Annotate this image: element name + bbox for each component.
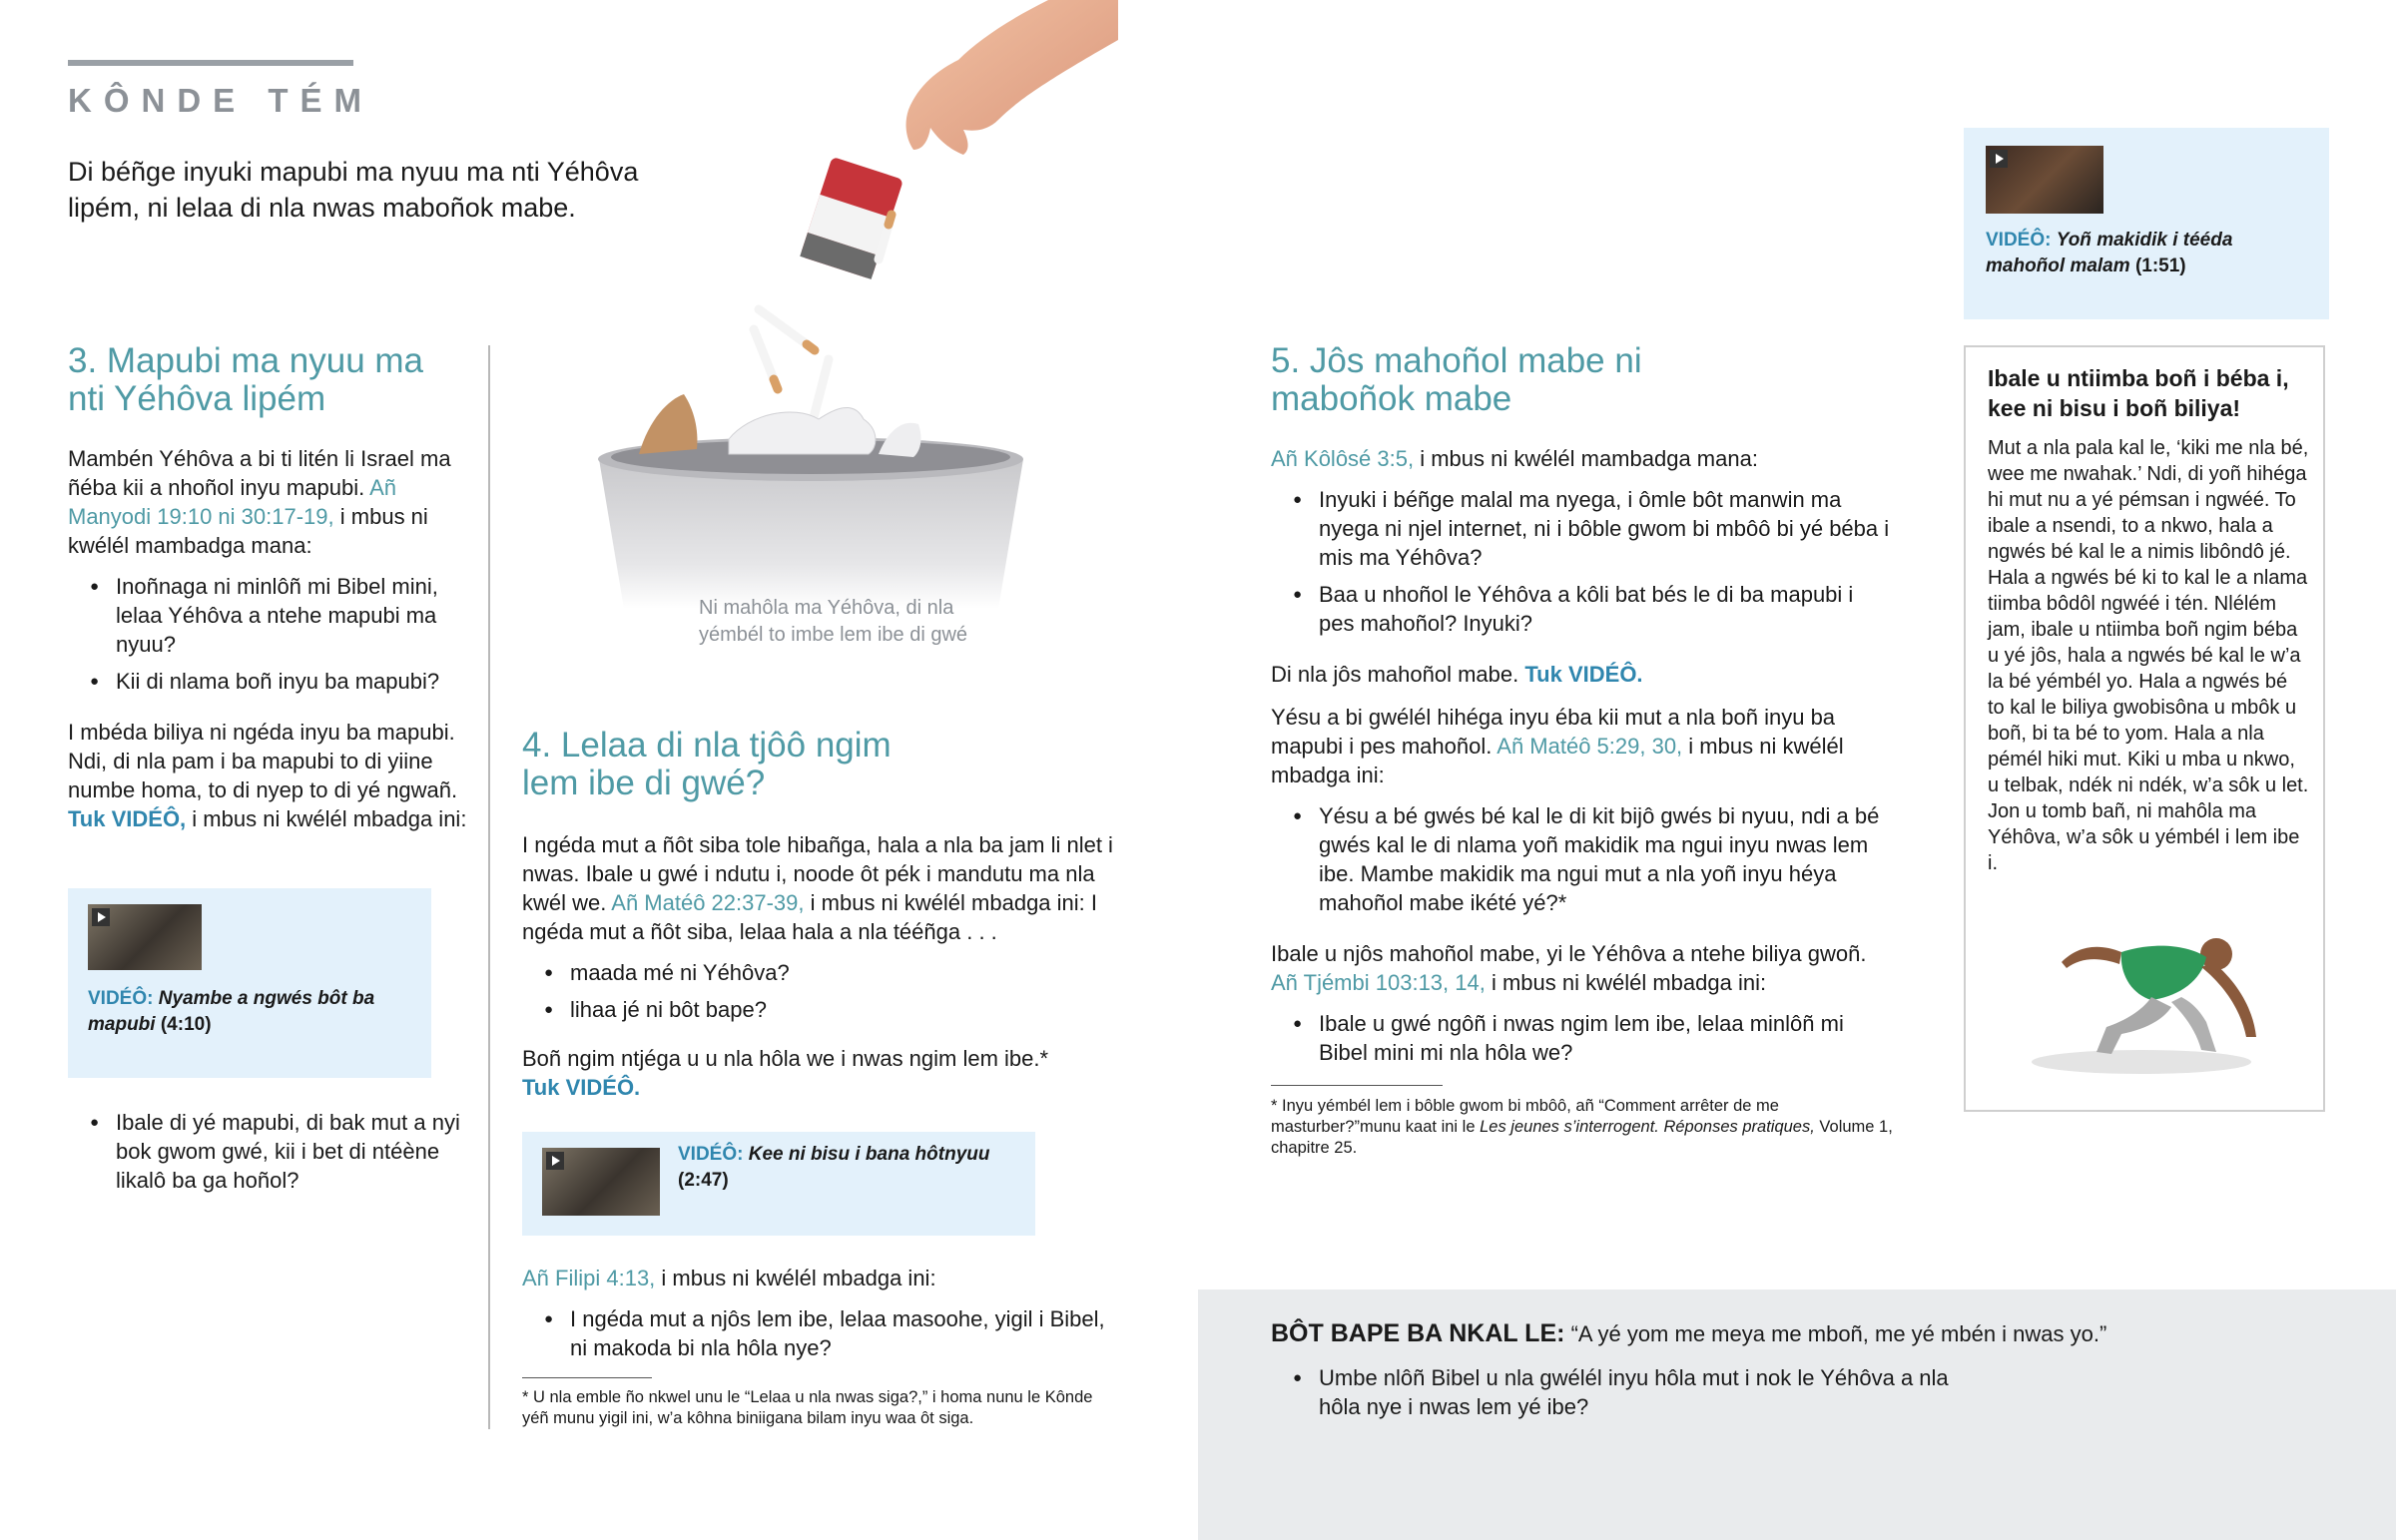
column-divider xyxy=(488,345,490,1429)
section-5-questions-2 xyxy=(1271,801,1890,917)
footnote-text: * Inyu yémbél lem i bôble gwom bi mbôô, añ “Comment arrêter de me masturber?”munu kaat ini le xyxy=(1271,1097,1779,1136)
video-title[interactable]: Kee ni bisu i bana hôtnyuu xyxy=(748,1144,990,1165)
others-say-label: BÔT BAPE BA NKAL LE: xyxy=(1271,1319,1565,1347)
para-text: I mbéda biliya ni ngéda inyu ba mapubi. Ndi, di nla pam i ba mapubi to di yiine numbe homa, to di nyep to di yé ngwañ. xyxy=(68,720,458,802)
section-4-para-2 xyxy=(522,1044,1121,1102)
section-5-para-1 xyxy=(1271,444,1890,473)
para-text: i mbus ni kwélél mbadga ini: xyxy=(1271,734,1844,787)
page-title: KÔNDE TÉM xyxy=(68,82,373,119)
section-3 xyxy=(68,342,467,833)
para-text: Di nla jôs mahoñol mabe. xyxy=(1271,662,1519,687)
list-item: ● Inyuki i béñge malal ma nyega, i ômle bôt manwin ma nyega ni njel internet, ni i bôble gwom bi mbôô bi yé béba i mis ma Yéhôva? xyxy=(1271,485,1890,572)
section-3-para-2 xyxy=(68,718,467,833)
watch-video-link[interactable]: Tuk VIDÉÔ. xyxy=(522,1075,641,1100)
section-4-para-1 xyxy=(522,830,1121,946)
video-thumbnail[interactable] xyxy=(542,1148,660,1216)
para-text: Yésu a bi gwélél hihéga inyu éba kii mut a nla boñ inyu ba mapubi i pes mahoñol. xyxy=(1271,705,1836,759)
section-4-questions-2 xyxy=(522,1304,1121,1362)
list-item: ● maada mé ni Yéhôva? xyxy=(522,958,1121,987)
watch-video-link[interactable]: Tuk VIDÉÔ, xyxy=(68,806,187,831)
section-5-footnote xyxy=(1271,1096,1910,1159)
para-text: I ngéda mut a ñôt siba tole hibañga, hala a nla ba jam li nlet i nwas. Ibale u gwé i ndutu i, noode ôt pék i mandutu ma nla kwél we. xyxy=(522,832,1113,915)
list-item: ● Ibale di yé mapubi, di bak mut a nyi bok gwom gwé, kii i bet di ntéène likalô ba ga hoñol? xyxy=(68,1108,467,1195)
video-thumbnail[interactable] xyxy=(88,904,202,970)
scripture-ref-link[interactable]: Añ Filipi 4:13, xyxy=(522,1266,656,1290)
section-4-footnote: * U nla emble ño nkwel unu le “Lelaa u nla nwas siga?,” i homa nunu le Kônde yéñ munu yigil ini, w’a kôhna biniigana bilam inyu waa ôt siga. xyxy=(522,1388,1093,1427)
para-text: i mbus ni kwélél mbadga ini: I ngéda mut a ñôt siba, lelaa hala a nla tééñga . . . xyxy=(522,890,1097,944)
play-icon xyxy=(1990,150,2008,168)
section-3-questions-2 xyxy=(68,1108,467,1203)
footnote-rule xyxy=(1271,1085,1443,1086)
list-item: ● Yésu a bé gwés bé kal le di kit bijô gwés bi nyuu, ndi a bé gwés kal le di nlama yoñ makidik ma ngui inyu nwas lem ibe. Mambe makidik ma ngui mut a nla yoñ inyu héya mahoñol mabe ikété yé?* xyxy=(1271,801,1890,917)
section-4-questions xyxy=(522,958,1121,1024)
bottom-quote-line xyxy=(1271,1317,2349,1350)
scripture-ref-link[interactable]: Añ Tjémbi 103:13, 14, xyxy=(1271,970,1486,995)
section-3-title: 3. Mapubi ma nyuu ma nti Yéhôva lipém xyxy=(68,341,424,418)
video-caption xyxy=(88,986,407,1038)
section-4-title: 4. Lelaa di nla tjôô ngim lem ibe di gwé? xyxy=(522,726,892,802)
video-caption xyxy=(1986,228,2315,279)
scripture-ref-link[interactable]: Añ Matéô 5:29, 30, xyxy=(1497,734,1683,759)
video-caption xyxy=(678,1142,1017,1194)
list-item: ● I ngéda mut a njôs lem ibe, lelaa masoohe, yigil i Bibel, ni makoda bi nla hôla nye? xyxy=(522,1304,1121,1362)
video-title[interactable]: Yoñ makidik i tééda mahoñol malam xyxy=(1986,230,2233,276)
section-4-para-3 xyxy=(522,1264,1121,1292)
video-card-kee-ni-bisu[interactable] xyxy=(522,1132,1035,1236)
illustration-runner xyxy=(2002,912,2291,1082)
list-item: ● Baa u nhoñol le Yéhôva a kôli bat bés le di ba mapubi i pes mahoñol? Inyuki? xyxy=(1271,580,1890,638)
play-icon xyxy=(546,1152,564,1170)
illustration-trash-can xyxy=(579,0,1118,629)
sidebar-box-title: Ibale u ntiimba boñ i béba i, kee ni bisu i boñ biliya! xyxy=(1988,365,2289,421)
header-rule xyxy=(68,60,353,66)
list-item: ● Kii di nlama boñ inyu ba mapubi? xyxy=(68,667,467,696)
para-text: Mambén Yéhôva a bi ti litén li Israel ma ñéba kii a nhoñol inyu mapubi. xyxy=(68,446,451,500)
footnote-text: Volume 1, chapitre 25. xyxy=(1271,1118,1893,1157)
para-text: Ibale u njôs mahoñol mabe, yi le Yéhôva a ntehe biliya gwoñ. xyxy=(1271,941,1867,966)
section-5-title: 5. Jôs mahoñol mabe ni maboñok mabe xyxy=(1271,341,1642,418)
para-text: Boñ ngim ntjéga u u nla hôla we i nwas ngim lem ibe.* xyxy=(522,1046,1049,1071)
others-say-quote: “A yé yom me meya me mboñ, me yé mbén i nwas yo.” xyxy=(1570,1321,2107,1346)
video-duration: (4:10) xyxy=(160,1014,212,1035)
video-label: VIDÉÔ: xyxy=(1986,230,2052,251)
section-5-para-3 xyxy=(1271,703,1890,789)
section-5-questions-3 xyxy=(1271,1009,1890,1067)
image-caption: Ni mahôla ma Yéhôva, di nla yémbél to imbe lem ibe di gwé xyxy=(699,597,968,646)
video-card-sidebar[interactable] xyxy=(1964,128,2329,319)
list-item: ● Umbe nlôñ Bibel u nla gwélél inyu hôla mut i nok le Yéhôva a nla hôla nye i nwas lem yé ibe? xyxy=(1271,1363,1970,1421)
video-label: VIDÉÔ: xyxy=(88,988,154,1009)
section-5 xyxy=(1271,342,1890,1075)
footnote-rule xyxy=(522,1377,652,1378)
scripture-ref-link[interactable]: Añ Matéô 22:37-39, xyxy=(611,890,805,915)
section-3-questions xyxy=(68,572,467,696)
intro-text: Di béñge inyuki mapubi ma nyuu ma nti Yéhôva lipém, ni lelaa di nla nwas maboñok mabe. xyxy=(68,157,639,223)
list-item: ● Inoñnaga ni minlôñ mi Bibel mini, lelaa Yéhôva a ntehe mapubi ma nyuu? xyxy=(68,572,467,659)
video-title[interactable]: Nyambe a ngwés bôt ba mapubi xyxy=(88,988,375,1035)
footnote-book-title: Les jeunes s’interrogent. Réponses pratiques, xyxy=(1480,1118,1815,1136)
video-card-nyambe[interactable] xyxy=(68,888,431,1078)
section-3-para-1 xyxy=(68,444,467,560)
list-item: ● lihaa jé ni bôt bape? xyxy=(522,995,1121,1024)
para-text: i mbus ni kwélél mbadga ini: xyxy=(192,806,467,831)
section-5-questions xyxy=(1271,485,1890,638)
sidebar-box-text: Mut a nla pala kal le, ‘kiki me nla bé, wee me nwahak.’ Ndi, di yoñ hihéga hi mut nu a yé pémsan i ngwéé. To ibale a nsendi, to a nkwo, hala a ngwés bé kal le a nimis libôndô jé. Hala a ngwés bé ki to kal le a nlama tiimba bôdôl ngwéé i tén. Nlélém jam, ibale u ntiimba boñ ngim béba u yé jôs, hala a ngwés bé kal le w’a la bé yémbél yo. Hala a ngwés bé to kal le biliya gwobisôna u mbôk u boñ, bi ta bé to yom. Hala a nla pémél hiki mut. Kiki u mba u nkwo, u telbak, ndék ni ndék, w’a sôk u let. Jon u tomb bañ, ni mahôla ma Yéhôva, w’a sôk u yémbél i lem ibe i. xyxy=(1988,437,2309,874)
scripture-ref-link[interactable]: Añ Manyodi 19:10 ni 30:17-19, xyxy=(68,475,397,529)
para-text: i mbus ni kwélél mbadga ini: xyxy=(661,1266,936,1290)
section-4-continued xyxy=(522,1264,1121,1370)
video-thumbnail[interactable] xyxy=(1986,146,2103,214)
section-5-para-2 xyxy=(1271,660,1890,689)
video-duration: (1:51) xyxy=(2134,256,2186,276)
section-5-para-4 xyxy=(1271,939,1890,997)
list-item: ● Ibale u gwé ngôñ i nwas ngim lem ibe, lelaa minlôñ mi Bibel mini mi nla hôla we? xyxy=(1271,1009,1890,1067)
section-4 xyxy=(522,727,1121,1102)
watch-video-link[interactable]: Tuk VIDÉÔ. xyxy=(1524,662,1643,687)
para-text: i mbus ni kwélél mbadga ini: xyxy=(1491,970,1767,995)
video-label: VIDÉÔ: xyxy=(678,1144,744,1165)
bottom-questions xyxy=(1271,1363,1970,1429)
scripture-ref-link[interactable]: Añ Kôlôsé 3:5, xyxy=(1271,446,1415,471)
para-text: i mbus ni kwélél mambadga mana: xyxy=(1420,446,1758,471)
para-text: i mbus ni kwélél mambadga mana: xyxy=(68,504,428,558)
sidebar-box xyxy=(1964,345,2325,1112)
play-icon xyxy=(92,908,110,926)
video-duration: (2:47) xyxy=(678,1170,729,1191)
